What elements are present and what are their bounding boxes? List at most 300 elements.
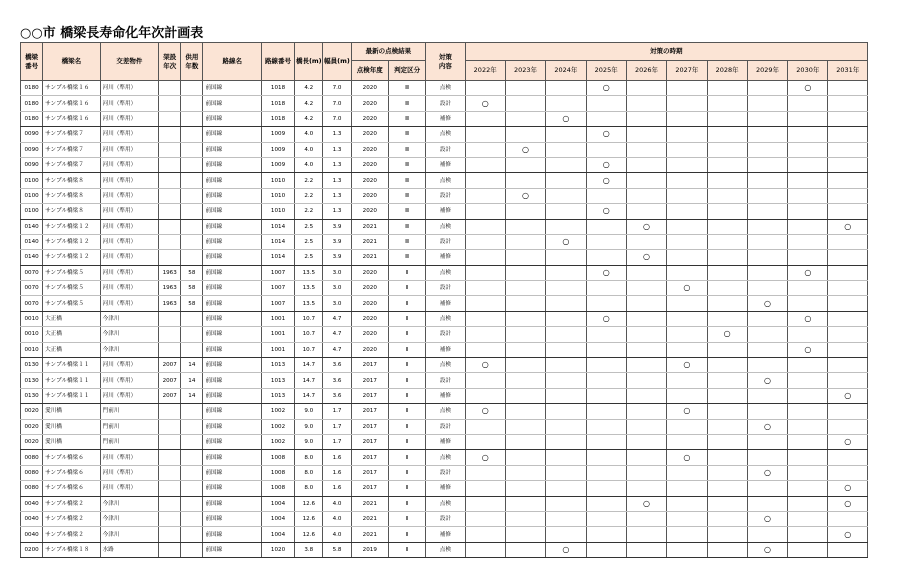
cell-plan-year (667, 496, 707, 511)
cell-plan-year (747, 481, 787, 496)
cell-built (159, 219, 181, 234)
cell-plan-year (505, 450, 545, 465)
cell-judge: Ⅱ (388, 311, 425, 326)
cell-judge: Ⅲ (388, 188, 425, 203)
cell-plan-year (586, 296, 626, 311)
cell-width: 3.0 (323, 296, 351, 311)
cell-plan-year (505, 111, 545, 126)
cell-plan-year (747, 204, 787, 219)
cell-width: 4.7 (323, 327, 351, 342)
cell-plan-year (465, 450, 505, 465)
cell-crossing: 河川（準用） (100, 81, 158, 96)
cell-length: 9.0 (295, 434, 323, 449)
cell-plan-year (828, 450, 868, 465)
cell-plan-year (505, 142, 545, 157)
plan-mark: ○ (602, 206, 610, 216)
cell-measure: 点検 (426, 542, 465, 557)
cell-plan-year (546, 127, 586, 142)
cell-plan-year (707, 250, 747, 265)
cell-plan-year (788, 327, 828, 342)
cell-plan-year (505, 173, 545, 188)
cell-plan-year (667, 434, 707, 449)
cell-length: 12.6 (295, 496, 323, 511)
cell-plan-year (546, 419, 586, 434)
cell-measure: 設計 (426, 142, 465, 157)
plan-mark: ○ (562, 113, 570, 123)
cell-insp-year: 2017 (351, 450, 388, 465)
cell-crossing: 河川（準用） (100, 281, 158, 296)
cell-insp-year: 2021 (351, 234, 388, 249)
cell-route: 前国線 (203, 496, 261, 511)
col-header-latest: 最新の点検結果 (351, 43, 426, 61)
cell-insp-year: 2020 (351, 281, 388, 296)
cell-name: サンプル橋梁１２ (43, 219, 100, 234)
cell-plan-year (828, 496, 868, 511)
plan-mark: ○ (723, 329, 731, 339)
cell-built (159, 142, 181, 157)
cell-plan-year (465, 127, 505, 142)
cell-plan-year (667, 250, 707, 265)
cell-plan-year (707, 96, 747, 111)
cell-insp-year: 2017 (351, 358, 388, 373)
table-row (21, 465, 868, 480)
plan-mark: ○ (562, 544, 570, 554)
col-header-year: 2029年 (747, 61, 787, 81)
cell-built (159, 234, 181, 249)
plan-mark: ○ (643, 252, 650, 262)
plan-mark: ○ (602, 267, 610, 277)
cell-crossing: 河川（準用） (100, 173, 158, 188)
cell-id: 0020 (21, 419, 43, 434)
cell-length: 14.7 (295, 388, 323, 403)
cell-plan-year (788, 81, 828, 96)
cell-plan-year (667, 465, 707, 480)
cell-plan-year (626, 342, 666, 357)
col-header-built: 架設 年次 (159, 43, 181, 81)
col-header-year: 2023年 (505, 61, 545, 81)
cell-plan-year (586, 127, 626, 142)
cell-built (159, 511, 181, 526)
cell-built: 1963 (159, 265, 181, 280)
cell-plan-year (505, 496, 545, 511)
cell-built (159, 434, 181, 449)
cell-length: 4.2 (295, 96, 323, 111)
cell-plan-year (465, 250, 505, 265)
cell-age: 58 (181, 281, 203, 296)
cell-crossing: 河川（準用） (100, 373, 158, 388)
cell-crossing: 今津川 (100, 342, 158, 357)
cell-crossing: 河川（準用） (100, 388, 158, 403)
cell-age (181, 250, 203, 265)
cell-age (181, 511, 203, 526)
cell-id: 0200 (21, 542, 43, 557)
cell-plan-year (667, 373, 707, 388)
cell-length: 2.5 (295, 234, 323, 249)
cell-plan-year (828, 542, 868, 557)
plan-mark: ○ (844, 221, 852, 231)
cell-built (159, 173, 181, 188)
cell-plan-year (505, 342, 545, 357)
cell-name: サンプル橋梁１１ (43, 373, 100, 388)
cell-id: 0140 (21, 219, 43, 234)
cell-judge: Ⅲ (388, 250, 425, 265)
cell-plan-year (788, 234, 828, 249)
cell-plan-year (828, 373, 868, 388)
cell-plan-year (828, 157, 868, 172)
cell-plan-year (465, 511, 505, 526)
cell-plan-year (788, 481, 828, 496)
cell-length: 9.0 (295, 404, 323, 419)
cell-name: サンプル橋梁８ (43, 188, 100, 203)
cell-plan-year (788, 281, 828, 296)
cell-id: 0040 (21, 496, 43, 511)
cell-built (159, 404, 181, 419)
cell-judge: Ⅲ (388, 81, 425, 96)
cell-built (159, 542, 181, 557)
cell-plan-year (626, 250, 666, 265)
cell-judge: Ⅱ (388, 481, 425, 496)
cell-plan-year (546, 296, 586, 311)
cell-plan-year (505, 81, 545, 96)
cell-plan-year (546, 496, 586, 511)
cell-plan-year (747, 265, 787, 280)
cell-plan-year (465, 481, 505, 496)
cell-plan-year (505, 327, 545, 342)
cell-age (181, 81, 203, 96)
cell-judge: Ⅱ (388, 434, 425, 449)
cell-plan-year (505, 527, 545, 542)
cell-name: サンプル橋梁８ (43, 173, 100, 188)
cell-crossing: 河川（準用） (100, 188, 158, 203)
cell-plan-year (546, 250, 586, 265)
cell-plan-year (546, 327, 586, 342)
cell-id: 0180 (21, 96, 43, 111)
cell-built (159, 127, 181, 142)
cell-age (181, 342, 203, 357)
cell-id: 0100 (21, 204, 43, 219)
cell-measure: 点検 (426, 311, 465, 326)
cell-route-no: 1013 (261, 373, 294, 388)
cell-length: 2.2 (295, 204, 323, 219)
cell-width: 4.7 (323, 342, 351, 357)
cell-plan-year (586, 511, 626, 526)
cell-name: サンプル橋梁６ (43, 465, 100, 480)
cell-length: 4.0 (295, 157, 323, 172)
cell-plan-year (828, 81, 868, 96)
table-row (21, 296, 868, 311)
cell-plan-year (788, 527, 828, 542)
plan-mark: ○ (522, 190, 530, 200)
cell-route: 前国線 (203, 81, 261, 96)
cell-name: サンプル橋梁２ (43, 511, 100, 526)
cell-length: 13.5 (295, 296, 323, 311)
cell-route: 前国線 (203, 388, 261, 403)
cell-age (181, 527, 203, 542)
cell-length: 8.0 (295, 465, 323, 480)
cell-plan-year (788, 450, 828, 465)
col-header-year: 2025年 (586, 61, 626, 81)
table-row (21, 111, 868, 126)
cell-crossing: 河川（準用） (100, 127, 158, 142)
cell-route-no: 1013 (261, 388, 294, 403)
plan-mark: ○ (764, 421, 771, 431)
cell-plan-year (828, 434, 868, 449)
cell-insp-year: 2017 (351, 388, 388, 403)
cell-plan-year (788, 373, 828, 388)
cell-plan-year (828, 281, 868, 296)
cell-age (181, 542, 203, 557)
cell-judge: Ⅱ (388, 542, 425, 557)
cell-judge: Ⅱ (388, 327, 425, 342)
cell-plan-year (788, 358, 828, 373)
cell-plan-year (788, 465, 828, 480)
col-header-id: 橋梁 番号 (21, 43, 43, 81)
cell-insp-year: 2021 (351, 527, 388, 542)
cell-plan-year (586, 81, 626, 96)
cell-id: 0010 (21, 342, 43, 357)
cell-route-no: 1002 (261, 419, 294, 434)
cell-plan-year (667, 265, 707, 280)
cell-measure: 補修 (426, 111, 465, 126)
table-row (21, 358, 868, 373)
cell-route: 前国線 (203, 219, 261, 234)
cell-route-no: 1018 (261, 96, 294, 111)
cell-plan-year (586, 404, 626, 419)
cell-plan-year (465, 157, 505, 172)
cell-width: 3.9 (323, 219, 351, 234)
cell-plan-year (667, 542, 707, 557)
cell-plan-year (667, 281, 707, 296)
cell-plan-year (747, 465, 787, 480)
col-header-year: 2028年 (707, 61, 747, 81)
cell-width: 3.6 (323, 388, 351, 403)
cell-measure: 補修 (426, 527, 465, 542)
cell-plan-year (747, 511, 787, 526)
cell-insp-year: 2020 (351, 265, 388, 280)
cell-plan-year (465, 358, 505, 373)
table-row (21, 481, 868, 496)
cell-route-no: 1007 (261, 265, 294, 280)
cell-plan-year (707, 111, 747, 126)
table-row (21, 234, 868, 249)
cell-plan-year (747, 157, 787, 172)
cell-plan-year (788, 404, 828, 419)
cell-plan-year (747, 250, 787, 265)
cell-plan-year (828, 204, 868, 219)
cell-plan-year (626, 373, 666, 388)
cell-crossing: 河川（準用） (100, 265, 158, 280)
plan-mark: ○ (683, 406, 691, 416)
cell-age: 14 (181, 358, 203, 373)
cell-plan-year (747, 342, 787, 357)
cell-plan-year (505, 419, 545, 434)
plan-mark: ○ (764, 375, 771, 385)
table-row (21, 188, 868, 203)
cell-width: 1.6 (323, 450, 351, 465)
cell-name: 愛川橋 (43, 404, 100, 419)
cell-built (159, 311, 181, 326)
cell-plan-year (788, 496, 828, 511)
cell-plan-year (546, 481, 586, 496)
cell-length: 12.6 (295, 511, 323, 526)
cell-id: 0130 (21, 388, 43, 403)
cell-route-no: 1014 (261, 234, 294, 249)
cell-route: 前国線 (203, 404, 261, 419)
cell-age (181, 481, 203, 496)
cell-plan-year (707, 281, 747, 296)
cell-id: 0100 (21, 188, 43, 203)
cell-plan-year (546, 111, 586, 126)
cell-plan-year (546, 157, 586, 172)
cell-plan-year (546, 142, 586, 157)
cell-plan-year (747, 173, 787, 188)
cell-plan-year (546, 96, 586, 111)
cell-id: 0130 (21, 373, 43, 388)
cell-plan-year (788, 542, 828, 557)
cell-plan-year (828, 404, 868, 419)
cell-plan-year (828, 327, 868, 342)
cell-plan-year (667, 157, 707, 172)
cell-age (181, 419, 203, 434)
cell-measure: 点検 (426, 404, 465, 419)
cell-plan-year (747, 527, 787, 542)
cell-plan-year (465, 81, 505, 96)
cell-age (181, 142, 203, 157)
cell-measure: 点検 (426, 265, 465, 280)
cell-width: 1.3 (323, 204, 351, 219)
cell-plan-year (626, 527, 666, 542)
table-row (21, 542, 868, 557)
cell-plan-year (828, 311, 868, 326)
cell-plan-year (626, 219, 666, 234)
cell-name: 愛川橋 (43, 434, 100, 449)
cell-route-no: 1007 (261, 296, 294, 311)
table-row (21, 511, 868, 526)
cell-built (159, 527, 181, 542)
cell-plan-year (747, 142, 787, 157)
cell-insp-year: 2020 (351, 327, 388, 342)
cell-built: 1963 (159, 296, 181, 311)
cell-name: サンプル橋梁６ (43, 481, 100, 496)
cell-age (181, 311, 203, 326)
cell-plan-year (667, 527, 707, 542)
cell-plan-year (465, 342, 505, 357)
plan-mark: ○ (602, 129, 610, 139)
cell-plan-year (586, 188, 626, 203)
cell-plan-year (505, 388, 545, 403)
cell-route-no: 1001 (261, 311, 294, 326)
cell-route: 前国線 (203, 373, 261, 388)
cell-plan-year (707, 234, 747, 249)
cell-length: 4.2 (295, 111, 323, 126)
cell-plan-year (667, 188, 707, 203)
cell-plan-year (465, 373, 505, 388)
cell-built (159, 450, 181, 465)
cell-plan-year (626, 234, 666, 249)
cell-plan-year (465, 311, 505, 326)
cell-plan-year (626, 434, 666, 449)
cell-route: 前国線 (203, 281, 261, 296)
cell-measure: 点検 (426, 127, 465, 142)
cell-insp-year: 2017 (351, 404, 388, 419)
cell-plan-year (465, 296, 505, 311)
cell-measure: 点検 (426, 358, 465, 373)
cell-plan-year (546, 281, 586, 296)
cell-built: 2007 (159, 388, 181, 403)
cell-plan-year (465, 496, 505, 511)
cell-plan-year (828, 265, 868, 280)
cell-plan-year (505, 265, 545, 280)
cell-insp-year: 2017 (351, 465, 388, 480)
cell-plan-year (667, 142, 707, 157)
cell-built (159, 496, 181, 511)
cell-route-no: 1007 (261, 281, 294, 296)
plan-mark: ○ (844, 498, 852, 508)
cell-plan-year (465, 327, 505, 342)
cell-length: 8.0 (295, 481, 323, 496)
cell-age (181, 204, 203, 219)
cell-plan-year (747, 311, 787, 326)
cell-built (159, 342, 181, 357)
cell-id: 0090 (21, 127, 43, 142)
cell-plan-year (546, 265, 586, 280)
col-header-age: 供用 年数 (181, 43, 203, 81)
cell-plan-year (626, 142, 666, 157)
cell-plan-year (828, 219, 868, 234)
cell-plan-year (707, 465, 747, 480)
cell-plan-year (626, 188, 666, 203)
cell-id: 0180 (21, 111, 43, 126)
cell-name: サンプル橋梁２ (43, 496, 100, 511)
cell-plan-year (828, 250, 868, 265)
cell-insp-year: 2017 (351, 419, 388, 434)
cell-plan-year (626, 388, 666, 403)
cell-plan-year (747, 81, 787, 96)
cell-id: 0140 (21, 234, 43, 249)
plan-mark: ○ (844, 437, 852, 447)
table-row (21, 96, 868, 111)
col-header-year: 2031年 (828, 61, 868, 81)
cell-plan-year (828, 465, 868, 480)
cell-insp-year: 2017 (351, 434, 388, 449)
cell-plan-year (626, 81, 666, 96)
cell-plan-year (788, 173, 828, 188)
cell-plan-year (505, 311, 545, 326)
cell-crossing: 河川（準用） (100, 219, 158, 234)
cell-length: 9.0 (295, 419, 323, 434)
cell-width: 1.6 (323, 465, 351, 480)
cell-measure: 補修 (426, 481, 465, 496)
cell-route: 前国線 (203, 511, 261, 526)
cell-id: 0080 (21, 465, 43, 480)
cell-judge: Ⅱ (388, 388, 425, 403)
cell-measure: 設計 (426, 511, 465, 526)
cell-length: 13.5 (295, 265, 323, 280)
cell-crossing: 河川（準用） (100, 481, 158, 496)
cell-plan-year (828, 173, 868, 188)
cell-crossing: 門前川 (100, 434, 158, 449)
cell-plan-year (747, 96, 787, 111)
cell-route-no: 1009 (261, 127, 294, 142)
cell-plan-year (707, 127, 747, 142)
cell-crossing: 河川（準用） (100, 157, 158, 172)
cell-length: 2.2 (295, 173, 323, 188)
cell-plan-year (788, 511, 828, 526)
cell-crossing: 河川（準用） (100, 296, 158, 311)
cell-width: 3.9 (323, 234, 351, 249)
cell-plan-year (667, 234, 707, 249)
cell-length: 14.7 (295, 358, 323, 373)
